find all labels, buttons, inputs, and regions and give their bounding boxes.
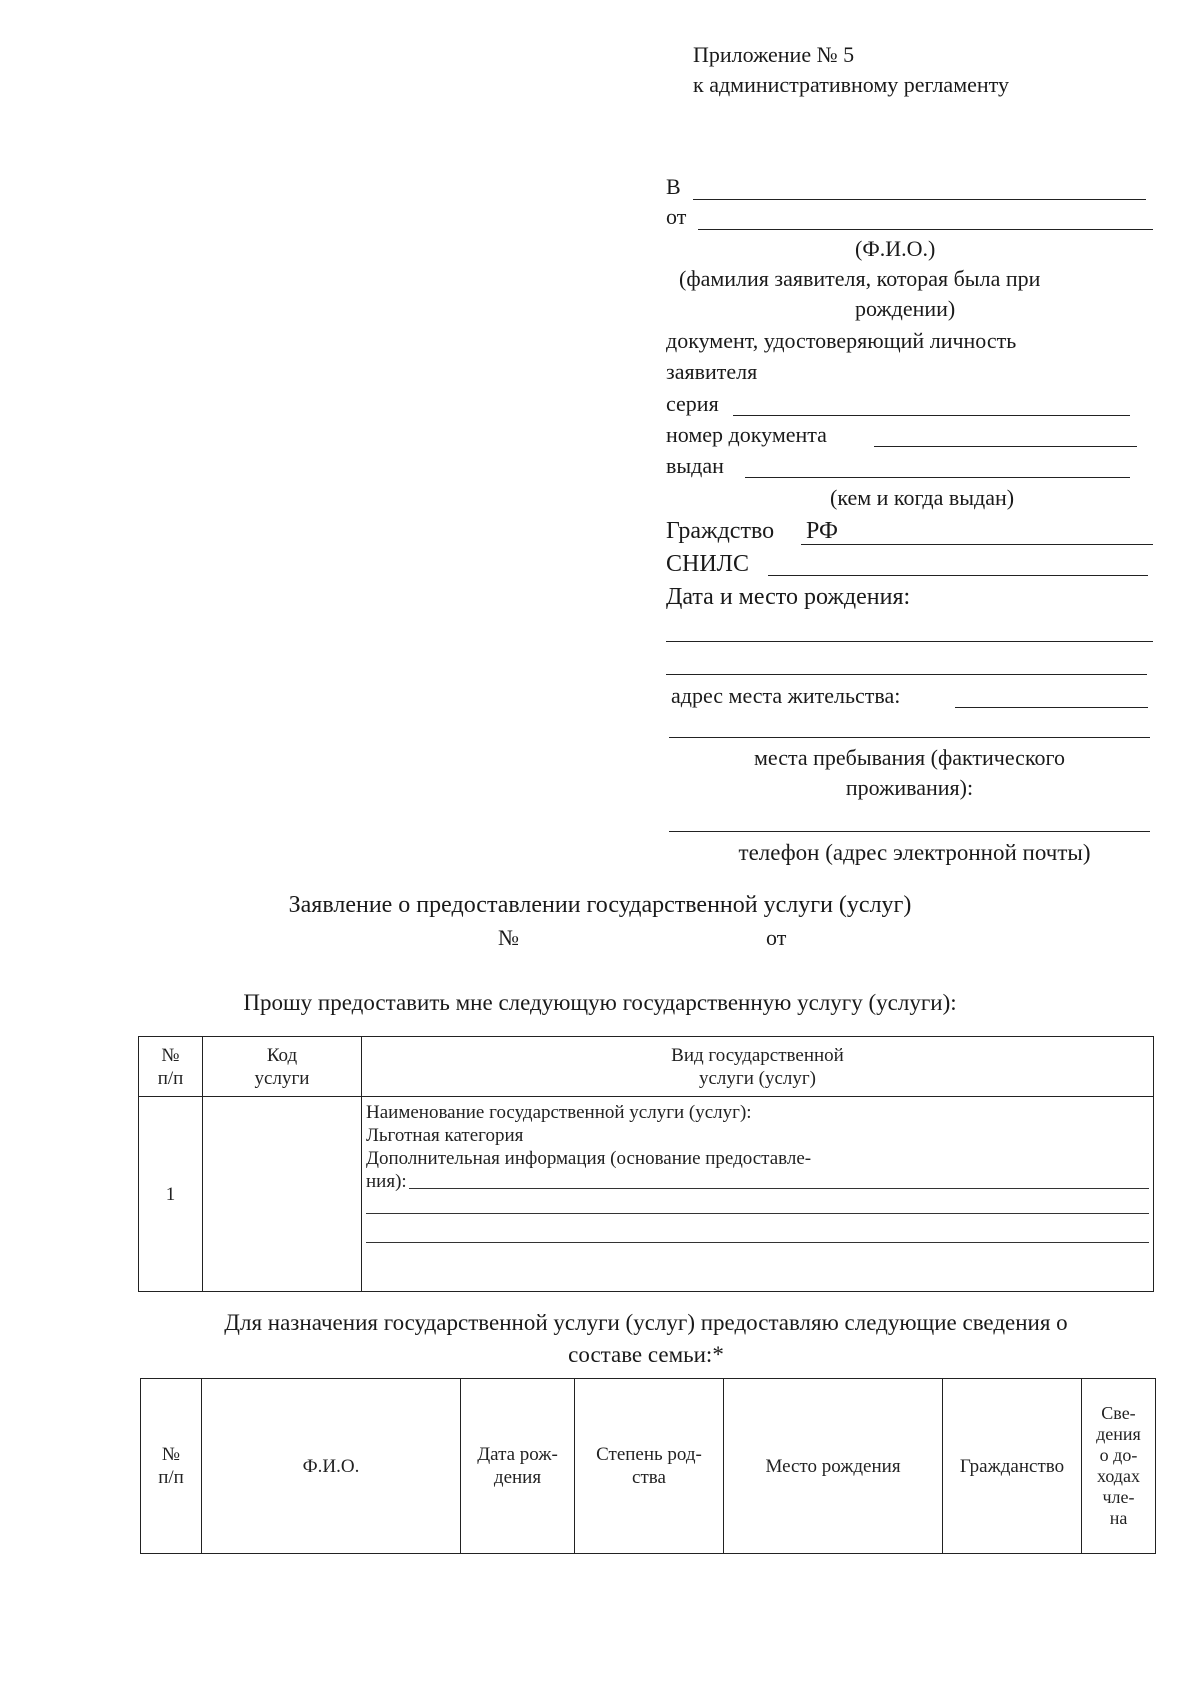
- services-header-num-line1: №: [161, 1044, 180, 1066]
- citizenship-value[interactable]: РФ: [806, 518, 838, 544]
- issued-field[interactable]: [745, 477, 1130, 478]
- family-header-num-line2: п/п: [158, 1467, 184, 1488]
- family-header-birth-place: Место рождения: [724, 1379, 943, 1554]
- services-header-num: [139, 1037, 203, 1097]
- issued-label: выдан: [666, 453, 724, 478]
- birth-surname-caption-cont: рождении): [855, 296, 956, 321]
- services-table: [138, 1036, 1154, 1292]
- phone-label: телефон (адрес электронной почты): [738, 840, 1091, 865]
- doc-number-label: номер документа: [666, 422, 827, 447]
- request-text: Прошу предоставить мне следующую государственную услугу (услуги):: [243, 990, 957, 1015]
- citizenship-field[interactable]: [801, 544, 1153, 545]
- services-header-num-line2: п/п: [157, 1067, 184, 1089]
- services-row: [139, 1097, 1154, 1292]
- additional-info-field[interactable]: [409, 1188, 1149, 1189]
- statement-title: Заявление о предоставлении государственной услуги (услуг): [288, 892, 912, 918]
- family-header-income: [1082, 1379, 1156, 1554]
- series-field[interactable]: [733, 415, 1130, 416]
- birth-field-line-2[interactable]: [666, 674, 1147, 675]
- family-table: [140, 1378, 1156, 1554]
- to-label: В: [666, 174, 681, 199]
- stay-place-label-cont: проживания):: [845, 775, 974, 800]
- services-row-type[interactable]: [362, 1097, 1154, 1292]
- fio-caption: (Ф.И.О.): [855, 236, 936, 261]
- birth-date-place-label: Дата и место рождения:: [666, 584, 911, 610]
- family-header-income-line4: ходах: [1097, 1466, 1140, 1486]
- stay-place-label: места пребывания (фактического: [753, 745, 1065, 770]
- family-header-income-line6: на: [1109, 1508, 1128, 1528]
- family-header-fio: Ф.И.О.: [202, 1379, 461, 1554]
- family-header-birth-date-line2: дения: [493, 1467, 542, 1488]
- family-header-row: [141, 1379, 1156, 1554]
- family-header-income-line3: о до-: [1099, 1445, 1138, 1465]
- services-row-code[interactable]: [203, 1097, 362, 1292]
- family-header-relation-line1: Степень род-: [596, 1444, 702, 1465]
- additional-info-cont-label: ния):: [366, 1171, 407, 1192]
- id-document-label: документ, удостоверяющий личность: [666, 328, 1017, 353]
- services-header-code: [203, 1037, 362, 1097]
- from-label: от: [666, 204, 687, 229]
- family-header-num-line1: №: [161, 1444, 181, 1465]
- additional-info-line-3[interactable]: [366, 1242, 1149, 1243]
- benefit-category-line: Льготная категория: [366, 1125, 524, 1146]
- citizenship-label: Граждство: [666, 518, 775, 544]
- series-label: серия: [666, 391, 719, 416]
- services-header-code-line1: Код: [266, 1044, 298, 1066]
- statement-number-label: №: [498, 925, 519, 950]
- family-header-birth-date-line1: Дата рож-: [477, 1444, 558, 1465]
- family-intro: Для назначения государственной услуги (услуг) предоставляю следующие сведения о: [224, 1310, 1068, 1335]
- family-header-citizenship: Гражданство: [943, 1379, 1082, 1554]
- additional-info-cont: [366, 1170, 1149, 1193]
- snils-label: СНИЛС: [666, 551, 749, 577]
- address-label: адрес места жительства:: [671, 683, 901, 708]
- services-header-type: [362, 1037, 1154, 1097]
- doc-number-field[interactable]: [874, 446, 1137, 447]
- family-header-birth-date: [461, 1379, 575, 1554]
- services-header-type-line1: Вид государственной: [671, 1044, 844, 1066]
- family-header-relation-line2: ства: [632, 1467, 666, 1488]
- address-field-line-2[interactable]: [669, 737, 1150, 738]
- service-name-line: Наименование государственной услуги (услуг):: [366, 1102, 752, 1123]
- id-document-label-cont: заявителя: [666, 359, 758, 384]
- appendix-regulation: к административному регламенту: [693, 72, 1009, 97]
- issued-caption: (кем и когда выдан): [830, 485, 1015, 510]
- snils-field[interactable]: [768, 575, 1148, 576]
- from-field[interactable]: [698, 229, 1153, 230]
- additional-info-line-2[interactable]: [366, 1213, 1149, 1214]
- birth-field-line-1[interactable]: [666, 641, 1153, 642]
- to-field[interactable]: [693, 199, 1146, 200]
- statement-date-label: от: [766, 925, 787, 950]
- services-header-row: [139, 1037, 1154, 1097]
- address-field[interactable]: [955, 707, 1148, 708]
- appendix-number: Приложение № 5: [693, 42, 855, 67]
- services-header-type-line2: услуги (услуг): [699, 1067, 816, 1089]
- family-header-income-line1: Све-: [1101, 1403, 1136, 1423]
- family-header-relation: [575, 1379, 724, 1554]
- family-header-num: [141, 1379, 202, 1554]
- family-header-income-line2: дения: [1096, 1424, 1141, 1444]
- services-row-num: 1: [139, 1097, 203, 1292]
- additional-info-line: Дополнительная информация (основание предоставле-: [366, 1148, 812, 1169]
- stay-place-field[interactable]: [669, 831, 1150, 832]
- birth-surname-caption: (фамилия заявителя, которая была при: [679, 266, 1041, 291]
- services-header-code-line2: услуги: [254, 1067, 310, 1089]
- family-header-income-line5: чле-: [1102, 1487, 1135, 1507]
- family-intro-cont: составе семьи:*: [568, 1342, 724, 1367]
